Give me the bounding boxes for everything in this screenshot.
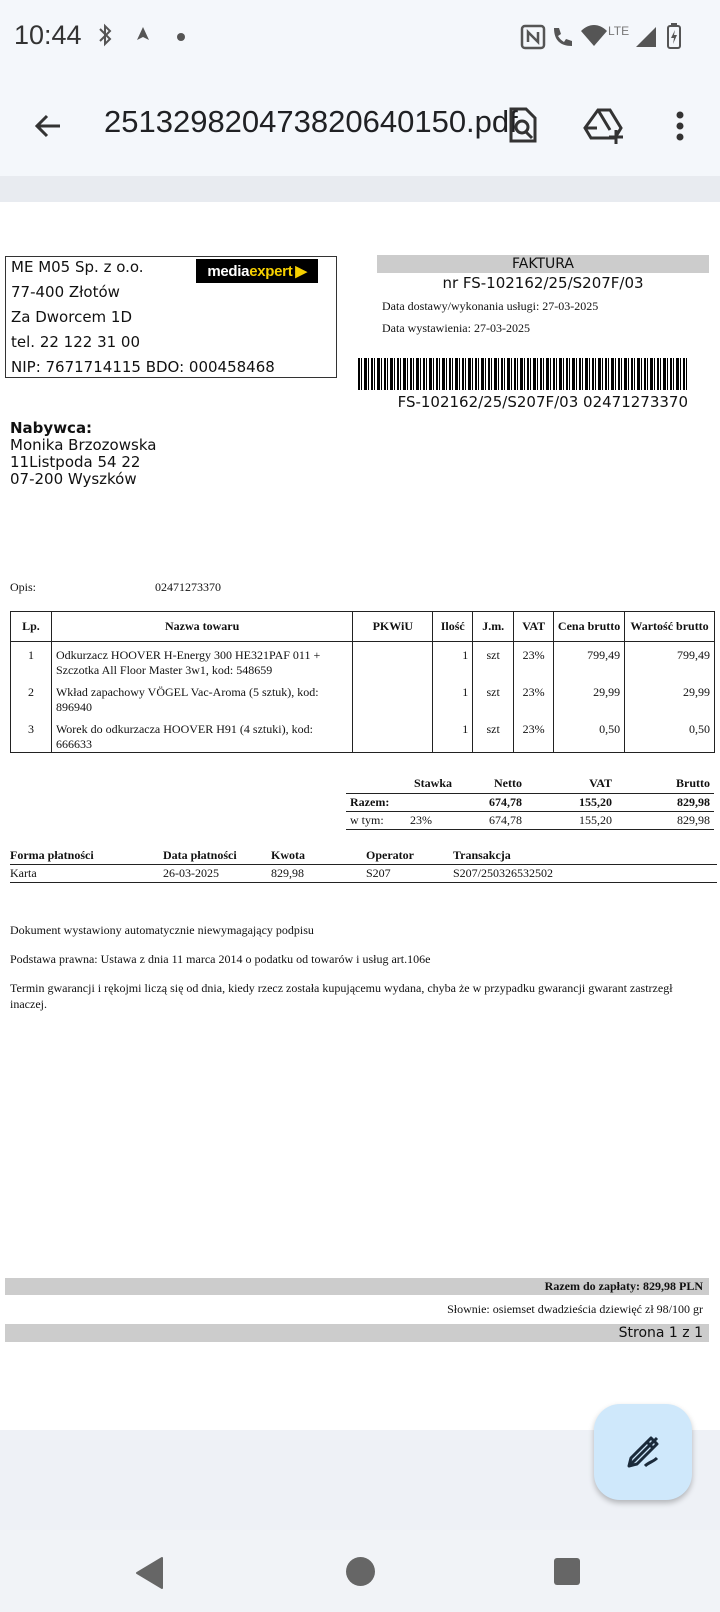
summary-h-net: Netto [494, 776, 522, 791]
total-due: Razem do zapłaty: 829,98 PLN [5, 1278, 709, 1295]
summary-total-row [346, 793, 714, 811]
note-warranty: Termin gwarancji i rękojmi liczą się od dnia, kiedy rzecz została kupującemu wydana, chyba że w przypadku gwarancji gwarant zastrzegł inaczej. [10, 981, 673, 1011]
item-name: Odkurzacz HOOVER H-Energy 300 HE321PAF 011 + Szczotka All Floor Master 3w1, kod: 548659 [51, 642, 352, 679]
status-time: 10:44 [14, 20, 82, 50]
opis-label: Opis: [10, 580, 37, 594]
bluetooth-icon [98, 22, 112, 48]
item-value: 29,99 [625, 679, 715, 716]
back-button[interactable] [24, 102, 72, 150]
home-circle-icon[interactable] [346, 1557, 375, 1586]
back-triangle-icon[interactable] [134, 1556, 166, 1590]
col-qty: Ilość [433, 612, 473, 642]
item-pkwiu [353, 679, 433, 716]
barcode-number: FS-102162/25/S207F/03 02471273370 [397, 393, 688, 411]
seller-name: ME M05 Sp. z o.o. [11, 258, 144, 276]
col-vat: VAT [514, 612, 554, 642]
summary-h-gross: Brutto [676, 776, 710, 791]
seller-nip: NIP: 7671714115 BDO: 000458468 [11, 358, 275, 376]
summary-incl-row [346, 811, 714, 829]
buyer-name: Monika Brzozowska [10, 436, 157, 454]
item-vat: 23% [514, 716, 554, 753]
item-value: 799,49 [625, 642, 715, 679]
item-price: 0,50 [554, 716, 625, 753]
seller-street: Za Dworcem 1D [11, 308, 133, 326]
item-pkwiu [353, 642, 433, 679]
payment-transaction: S207/250326532502 [453, 864, 717, 882]
payment-h-amount: Kwota [271, 848, 366, 864]
payment-h-transaction: Transakcja [453, 848, 717, 864]
col-value: Wartość brutto [625, 612, 715, 642]
summary-incl-gross: 829,98 [677, 812, 710, 827]
seller-phone: tel. 22 122 31 00 [11, 333, 141, 351]
item-price: 29,99 [554, 679, 625, 716]
summary-total-label: Razem: [350, 794, 390, 809]
recents-square-icon[interactable] [554, 1558, 580, 1585]
buyer-city: 07-200 Wyszków [10, 470, 137, 488]
item-lp: 3 [11, 716, 52, 753]
items-header-row [11, 612, 715, 642]
pdf-page[interactable] [0, 202, 720, 1430]
edit-pen-icon [623, 1432, 663, 1472]
summary-incl-net: 674,78 [489, 812, 522, 827]
wifi-icon [580, 24, 608, 48]
find-in-page-icon [507, 107, 539, 145]
play-icon: ▶ [295, 263, 307, 280]
item-name: Worek do odkurzacza HOOVER H91 (4 sztuki), kod: 666633 [51, 716, 352, 753]
col-price: Cena brutto [554, 612, 625, 642]
payment-h-operator: Operator [366, 848, 453, 864]
invoice-number: nr FS-102162/25/S207F/03 [442, 274, 644, 292]
note-no-signature: Dokument wystawiony automatycznie niewymagający podpisu [10, 923, 314, 937]
col-name: Nazwa towaru [51, 612, 352, 642]
invoice-label: FAKTURA [377, 255, 709, 273]
add-to-drive-button[interactable] [582, 102, 630, 150]
summary-incl-rate: 23% [410, 812, 432, 827]
back-arrow-icon [32, 110, 64, 142]
wifi-call-icon [550, 24, 576, 50]
table-row [11, 642, 715, 679]
notification-dot-icon [177, 33, 185, 41]
issue-date: Data wystawienia: 27-03-2025 [382, 321, 530, 335]
table-row [11, 716, 715, 753]
app-bar [0, 78, 720, 176]
seller-box [5, 256, 337, 378]
buyer-street: 11Listpoda 54 22 [10, 453, 141, 471]
payment-h-form: Forma płatności [10, 848, 163, 864]
more-vert-icon [675, 111, 685, 141]
buyer-label: Nabywca: [10, 419, 93, 437]
payment-h-date: Data płatności [163, 848, 271, 864]
payment-operator: S207 [366, 864, 453, 882]
nfc-icon [520, 24, 546, 50]
network-type: LTE [608, 24, 630, 38]
amount-in-words: Słownie: osiemset dwadzieścia dziewięć zł 98/100 gr [447, 1302, 703, 1316]
item-unit: szt [473, 679, 514, 716]
payment-table [10, 848, 717, 883]
payment-row [10, 864, 717, 882]
edit-fab-button[interactable] [594, 1404, 692, 1500]
item-lp: 2 [11, 679, 52, 716]
payment-form: Karta [10, 864, 163, 882]
item-qty: 1 [433, 679, 473, 716]
summary-h-rate: Stawka [413, 776, 452, 791]
item-name: Wkład zapachowy VÖGEL Vac-Aroma (5 sztuk), kod: 896940 [51, 679, 352, 716]
item-price: 799,49 [554, 642, 625, 679]
item-value: 0,50 [625, 716, 715, 753]
col-unit: J.m. [473, 612, 514, 642]
document-title: 251329820473820640150.pdf [104, 104, 518, 139]
summary-total-net: 674,78 [489, 794, 522, 809]
table-row [11, 679, 715, 716]
items-table [10, 611, 715, 753]
summary-header-row [346, 775, 714, 793]
item-qty: 1 [433, 716, 473, 753]
find-in-document-button[interactable] [499, 102, 547, 150]
vat-summary-table [346, 775, 714, 830]
payment-date: 26-03-2025 [163, 864, 271, 882]
battery-icon [666, 22, 682, 50]
item-unit: szt [473, 642, 514, 679]
summary-incl-label: w tym: [350, 812, 384, 827]
delivery-date: Data dostawy/wykonania usługi: 27-03-2025 [382, 299, 599, 313]
item-qty: 1 [433, 642, 473, 679]
more-options-button[interactable] [656, 102, 704, 150]
summary-incl-vat: 155,20 [579, 812, 612, 827]
col-lp: Lp. [11, 612, 52, 642]
viewer-background [0, 176, 720, 202]
seller-city: 77-400 Złotów [11, 283, 120, 301]
payment-amount: 829,98 [271, 864, 366, 882]
opis-value: 02471273370 [155, 580, 221, 594]
item-unit: szt [473, 716, 514, 753]
location-icon [136, 26, 150, 46]
summary-total-gross: 829,98 [677, 794, 710, 809]
page-number: Strona 1 z 1 [5, 1324, 709, 1342]
add-to-drive-icon [585, 108, 627, 144]
navigation-bar [0, 1530, 720, 1612]
barcode [358, 358, 688, 390]
buyer-block [10, 420, 156, 488]
status-bar [0, 0, 720, 78]
item-vat: 23% [514, 642, 554, 679]
signal-icon [634, 26, 658, 48]
item-pkwiu [353, 716, 433, 753]
summary-h-vat: VAT [589, 776, 612, 791]
item-vat: 23% [514, 679, 554, 716]
note-legal-basis: Podstawa prawna: Ustawa z dnia 11 marca 2014 o podatku od towarów i usług art.106e [10, 952, 431, 966]
item-lp: 1 [11, 642, 52, 679]
col-pkwiu: PKWiU [353, 612, 433, 642]
payment-header-row [10, 848, 717, 864]
mediaexpert-logo: media expert ▶ [196, 259, 318, 283]
summary-total-vat: 155,20 [579, 794, 612, 809]
